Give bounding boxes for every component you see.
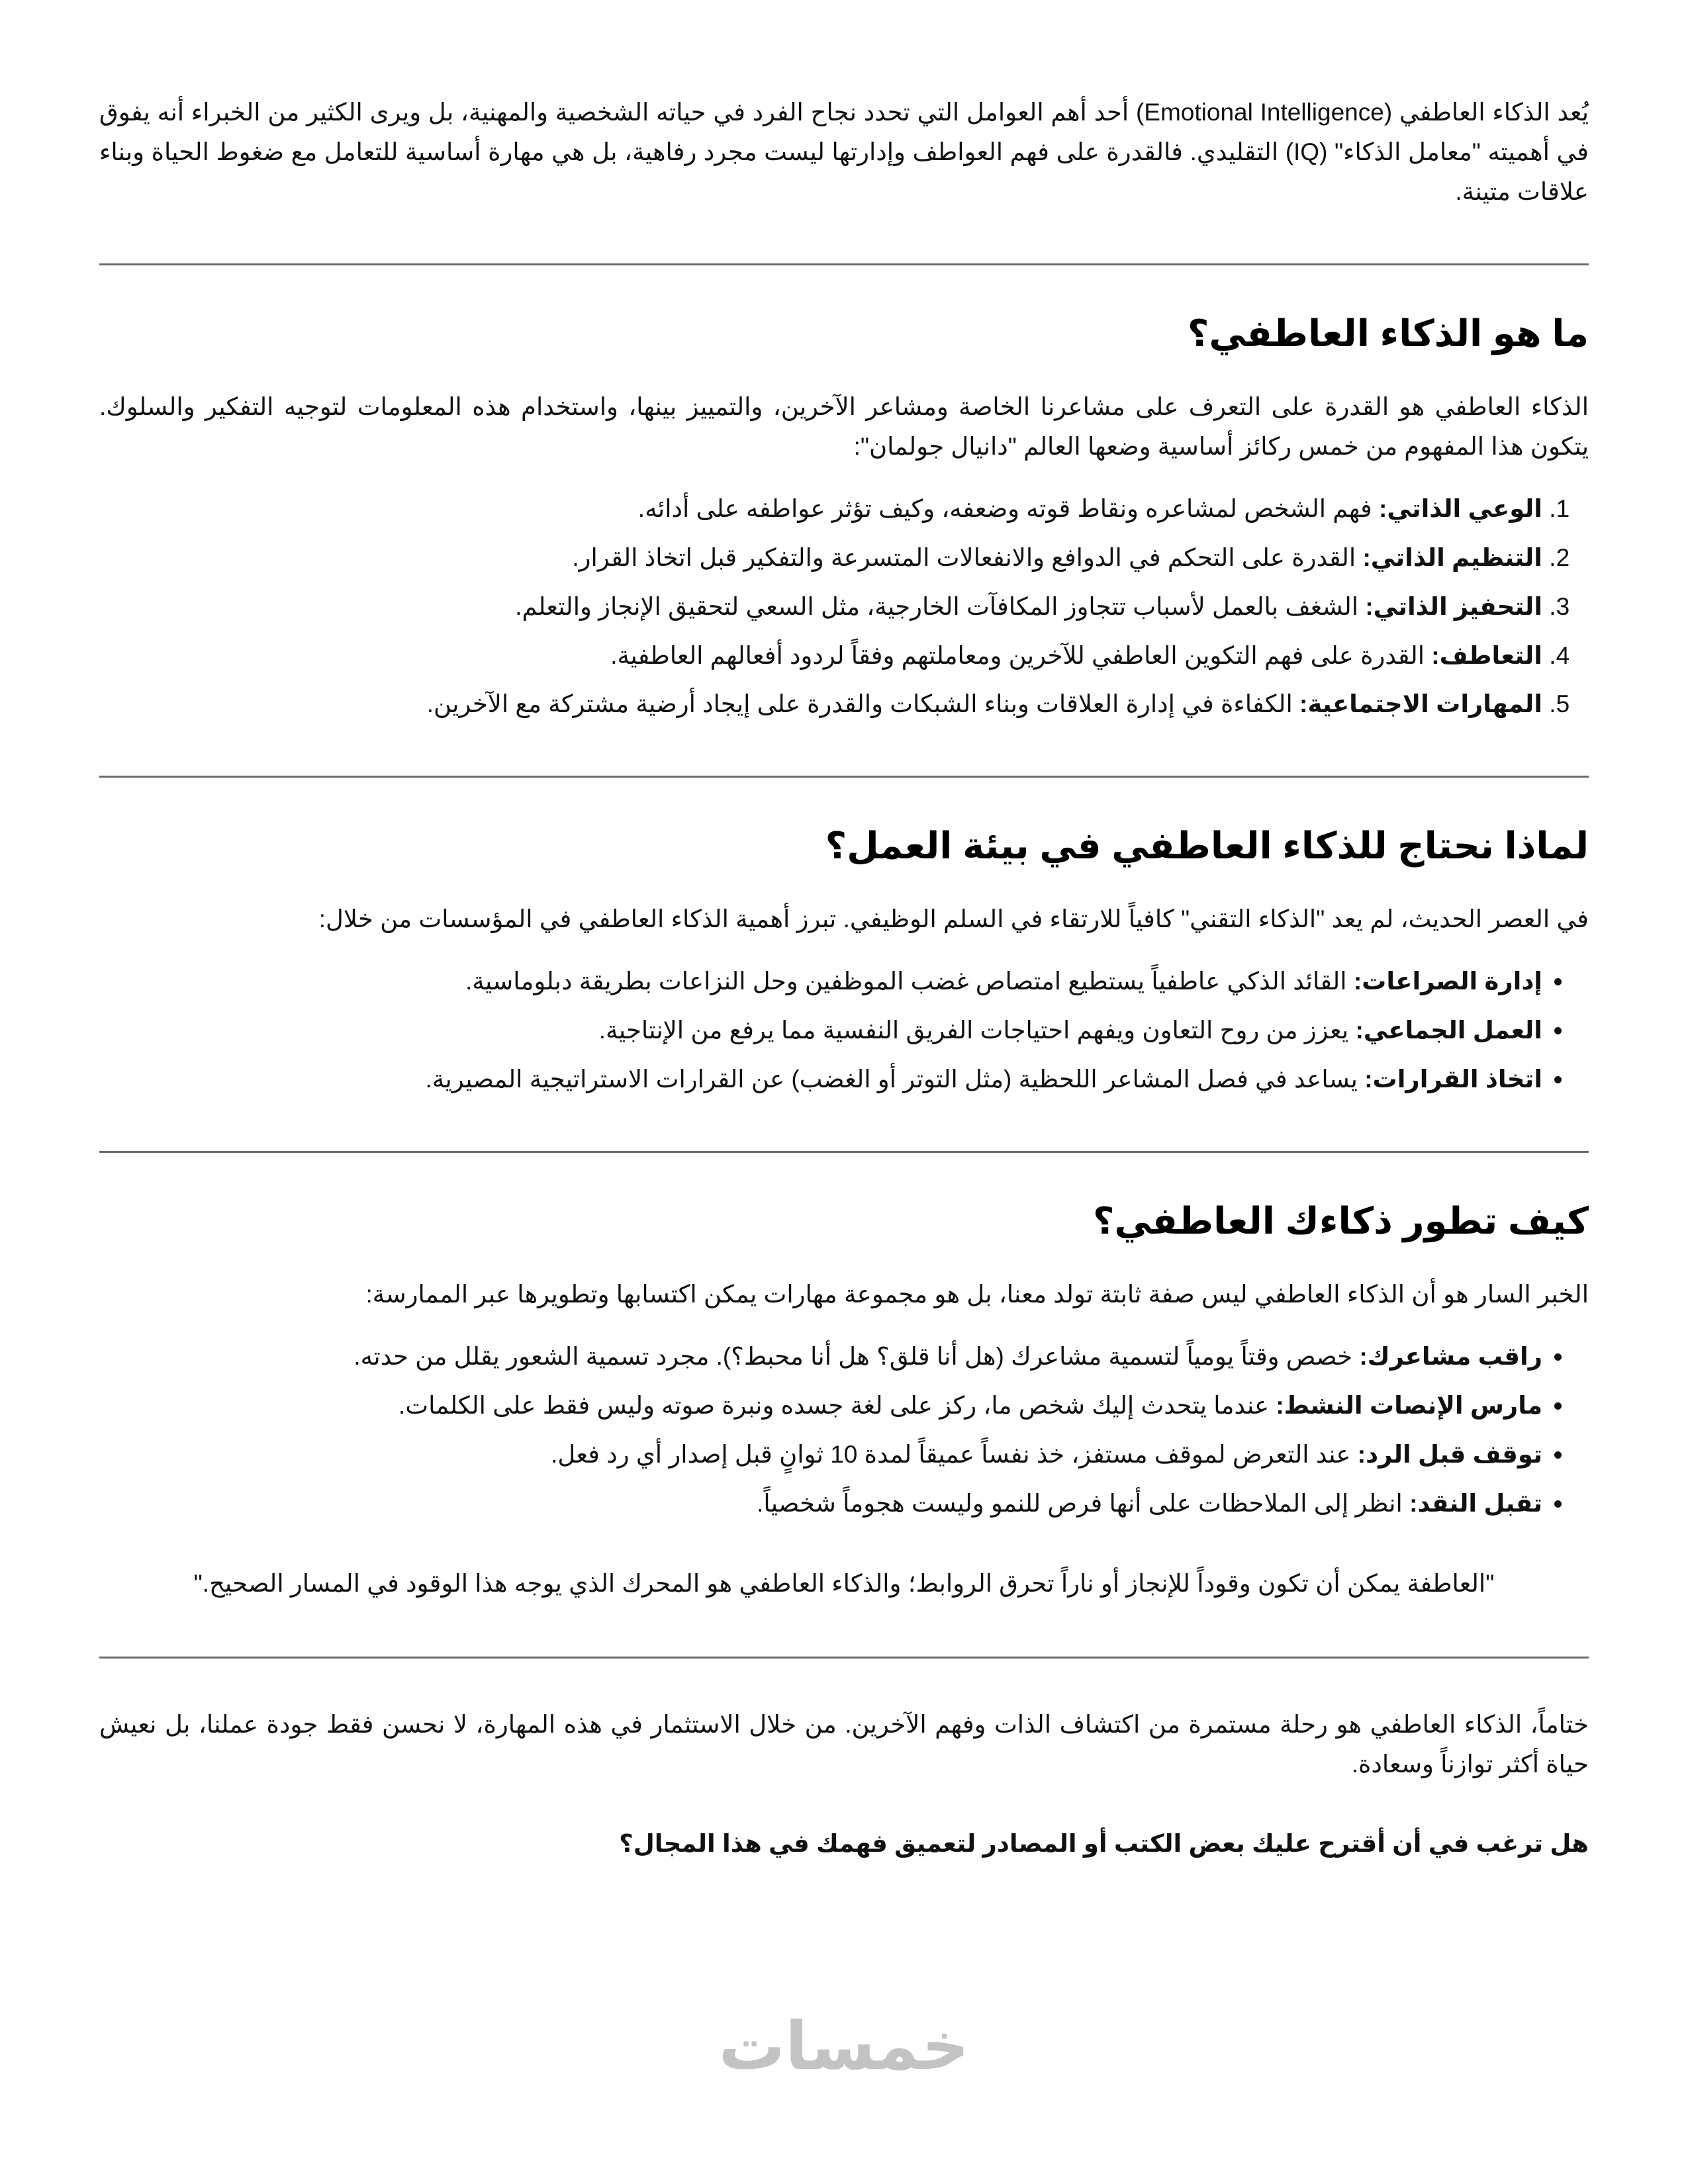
list-item [99,538,1542,578]
item-desc: انظر إلى الملاحظات على أنها فرص للنمو وليست هجوماً شخصياً. [757,1489,1403,1517]
section-divider [99,263,1589,265]
item-desc: القدرة على التحكم في الدوافع والانفعالات المتسرعة والتفكير قبل اتخاذ القرار. [572,543,1356,571]
item-desc: القائد الذكي عاطفياً يستطيع امتصاص غضب الموظفين وحل النزاعات بطريقة دبلوماسية. [465,968,1347,995]
section-lead: في العصر الحديث، لم يعد "الذكاء التقني" كافياً للارتقاء في السلم الوظيفي. تبرز أهمية الذكاء العاطفي في المؤسسات من خلال: [318,905,1589,933]
list-item [99,1484,1542,1524]
item-term: راقب مشاعرك: [1359,1343,1542,1371]
list-item [99,684,1542,724]
item-term: التحفيز الذاتي: [1365,592,1542,620]
list-item [99,1011,1542,1050]
item-desc: يساعد في فصل المشاعر اللحظية (مثل التوتر أو الغضب) عن القرارات الاستراتيجية المصيرية. [425,1066,1358,1093]
list-item [99,1337,1542,1377]
closing-question: هل ترغب في أن أقترح عليك بعض الكتب أو المصادر لتعميق فهمك في هذا المجال؟ [619,1829,1589,1857]
item-desc: يعزز من روح التعاون ويفهم احتياجات الفريق النفسية مما يرفع من الإنتاجية. [598,1017,1349,1044]
item-desc: القدرة على فهم التكوين العاطفي للآخرين ومعاملتهم وفقاً لردود أفعالهم العاطفية. [610,641,1425,669]
item-term: مارس الإنصات النشط: [1276,1392,1542,1419]
item-term: إدارة الصراعات: [1353,968,1542,995]
section-title: لماذا نحتاج للذكاء العاطفي في بيئة العمل؟ [825,825,1589,867]
quote-block: "العاطفة يمكن أن تكون وقوداً للإنجاز أو ناراً تحرق الروابط؛ والذكاء العاطفي هو المحرك الذي يوجه هذا الوقود في المسار الصحيح." [193,1569,1495,1597]
section-divider [99,1151,1589,1153]
section-title: ما هو الذكاء العاطفي؟ [1187,312,1589,354]
conclusion-paragraph: ختاماً، الذكاء العاطفي هو رحلة مستمرة من اكتشاف الذات وفهم الآخرين. من خلال الاستثمار في هذه المهارة، لا نحسن فقط جودة عملنا، بل نعيش حياة أكثر توازناً وسعادة. [99,1710,1589,1778]
item-desc: الكفاءة في إدارة العلاقات وبناء الشبكات والقدرة على إيجاد أرضية مشتركة مع الآخرين. [426,690,1293,718]
section-divider [99,776,1589,778]
item-term: تقبل النقد: [1409,1489,1542,1517]
item-term: التعاطف: [1431,641,1542,669]
list-item [99,587,1542,627]
list-item [99,1060,1542,1099]
development-tips-list [99,1337,1589,1524]
item-desc: فهم الشخص لمشاعره ونقاط قوته وضعفه، وكيف تؤثر عواطفه على أدائه. [637,494,1372,522]
section-lead: الخبر السار هو أن الذكاء العاطفي ليس صفة ثابتة تولد معنا، بل هو مجموعة مهارات يمكن اكتسابها وتطويرها عبر الممارسة: [365,1281,1589,1308]
list-item [99,636,1542,676]
item-term: العمل الجماعي: [1355,1017,1542,1044]
section-why-ei-at-work [99,824,1589,1099]
item-term: الوعي الذاتي: [1378,494,1542,522]
khamsat-watermark-logo: خمسات [718,2009,970,2083]
section-lead: الذكاء العاطفي هو القدرة على التعرف على مشاعرنا الخاصة ومشاعر الآخرين، والتمييز بينها، واستخدام هذه المعلومات لتوجيه التفكير والسلوك. يتكون هذا المفهوم من خمس ركائز أساسية وضعها العالم "دانيال جولمان": [99,392,1589,460]
item-term: المهارات الاجتماعية: [1299,690,1542,718]
pillars-ordered-list [99,489,1589,725]
section-title: كيف تطور ذكاءك العاطفي؟ [1092,1200,1589,1242]
list-item [99,1386,1542,1426]
item-term: توقف قبل الرد: [1357,1440,1542,1468]
item-term: اتخاذ القرارات: [1364,1066,1542,1093]
section-what-is-ei [99,312,1589,725]
item-desc: عندما يتحدث إليك شخص ما، ركز على لغة جسده ونبرة صوته وليس فقط على الكلمات. [398,1392,1270,1419]
intro-paragraph: يُعد الذكاء العاطفي (Emotional Intelligence) أحد أهم العوامل التي تحدد نجاح الفرد في حياته الشخصية والمهنية، بل ويرى الكثير من الخبراء أنه يفوق في أهميته "معامل الذكاء" (IQ) التقليدي. فالقدرة على فهم العواطف وإدارتها ليست مجرد رفاهية، بل هي مهارة أساسية للتعامل مع ضغوط الحياة وبناء علاقات متينة. [99,99,1589,205]
list-item [99,962,1542,1001]
list-item [99,489,1542,529]
item-term: التنظيم الذاتي: [1362,543,1542,571]
item-desc: عند التعرض لموقف مستفز، خذ نفساً عميقاً لمدة 10 ثوانٍ قبل إصدار أي رد فعل. [551,1440,1351,1468]
item-desc: الشغف بالعمل لأسباب تتجاوز المكافآت الخارجية، مثل السعي لتحقيق الإنجاز والتعلم. [515,592,1359,620]
section-divider [99,1657,1589,1659]
work-benefits-list [99,962,1589,1099]
list-item [99,1435,1542,1475]
item-desc: خصص وقتاً يومياً لتسمية مشاعرك (هل أنا قلق؟ هل أنا محبط؟). مجرد تسمية الشعور يقلل من حدته. [353,1343,1353,1371]
section-develop-ei [99,1199,1589,1605]
